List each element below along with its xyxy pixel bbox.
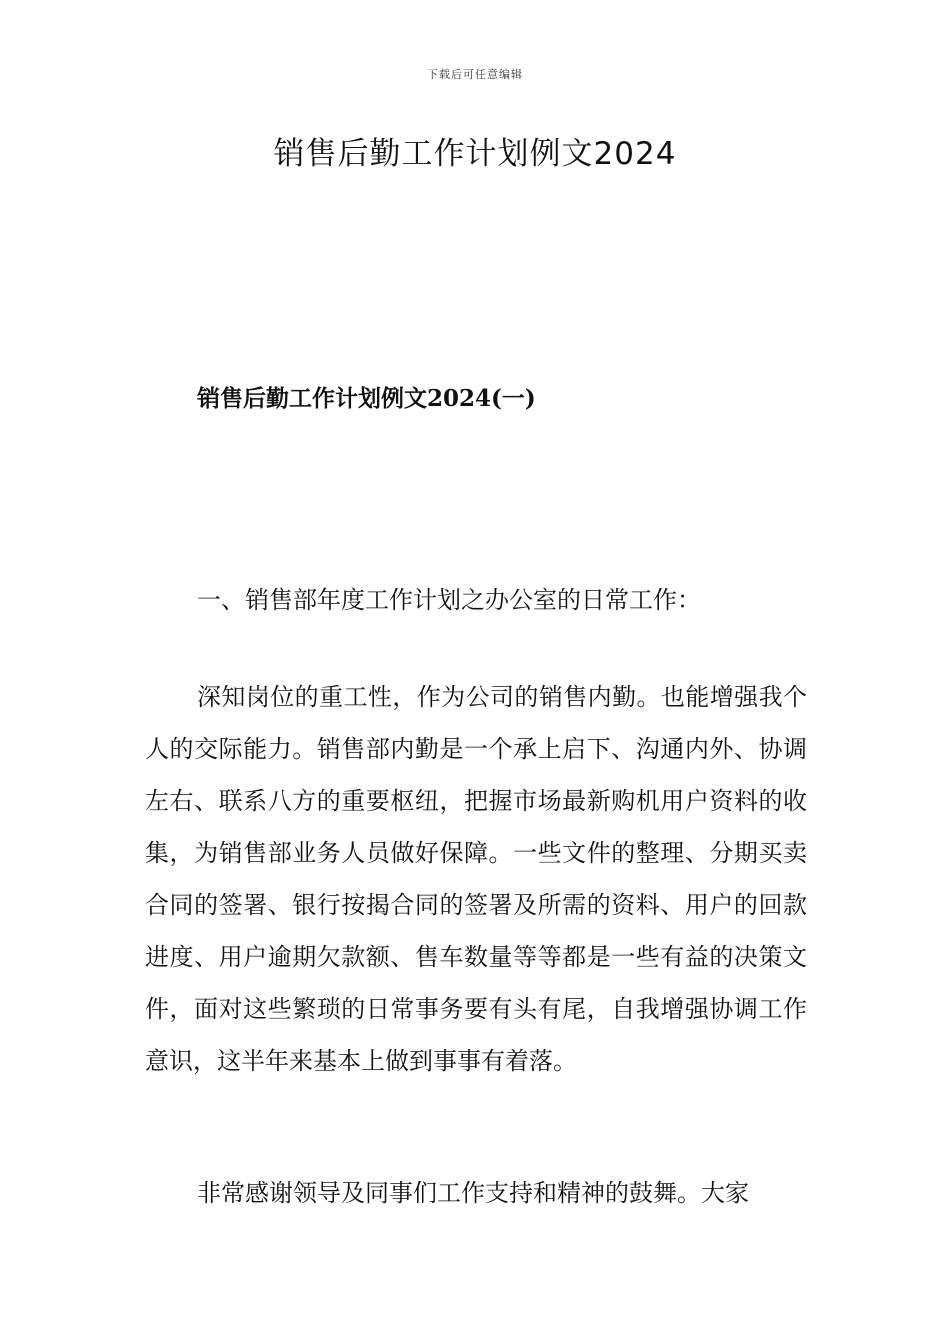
section-title: 销售后勤工作计划例文2024(一)	[197, 385, 536, 412]
document-title: 销售后勤工作计划例文2024	[273, 136, 677, 172]
header-note: 下载后可任意编辑	[427, 68, 523, 81]
body-paragraph-2: 非常感谢领导及同事们工作支持和精神的鼓舞。大家	[197, 1179, 749, 1207]
sub-heading: 一、销售部年度工作计划之办公室的日常工作：	[197, 586, 701, 614]
body-paragraph-1: 深知岗位的重工性，作为公司的销售内勤。也能增强我个人的交际能力。销售部内勤是一个承上启下、沟通内外、协调左右、联系八方的重要枢纽，把握市场最新购机用户资料的收集，为销售部业务人员做好保障。一些文件的整理、分期买卖合同的签署、银行按揭合同的签署及所需的资料、用户的回款进度、用户逾期欠款额、售车数量等等都是一些有益的决策文件，面对这些繁琐的日常事务要有头有尾，自我增强协调工作意识，这半年来基本上做到事事有着落。	[145, 683, 807, 1075]
